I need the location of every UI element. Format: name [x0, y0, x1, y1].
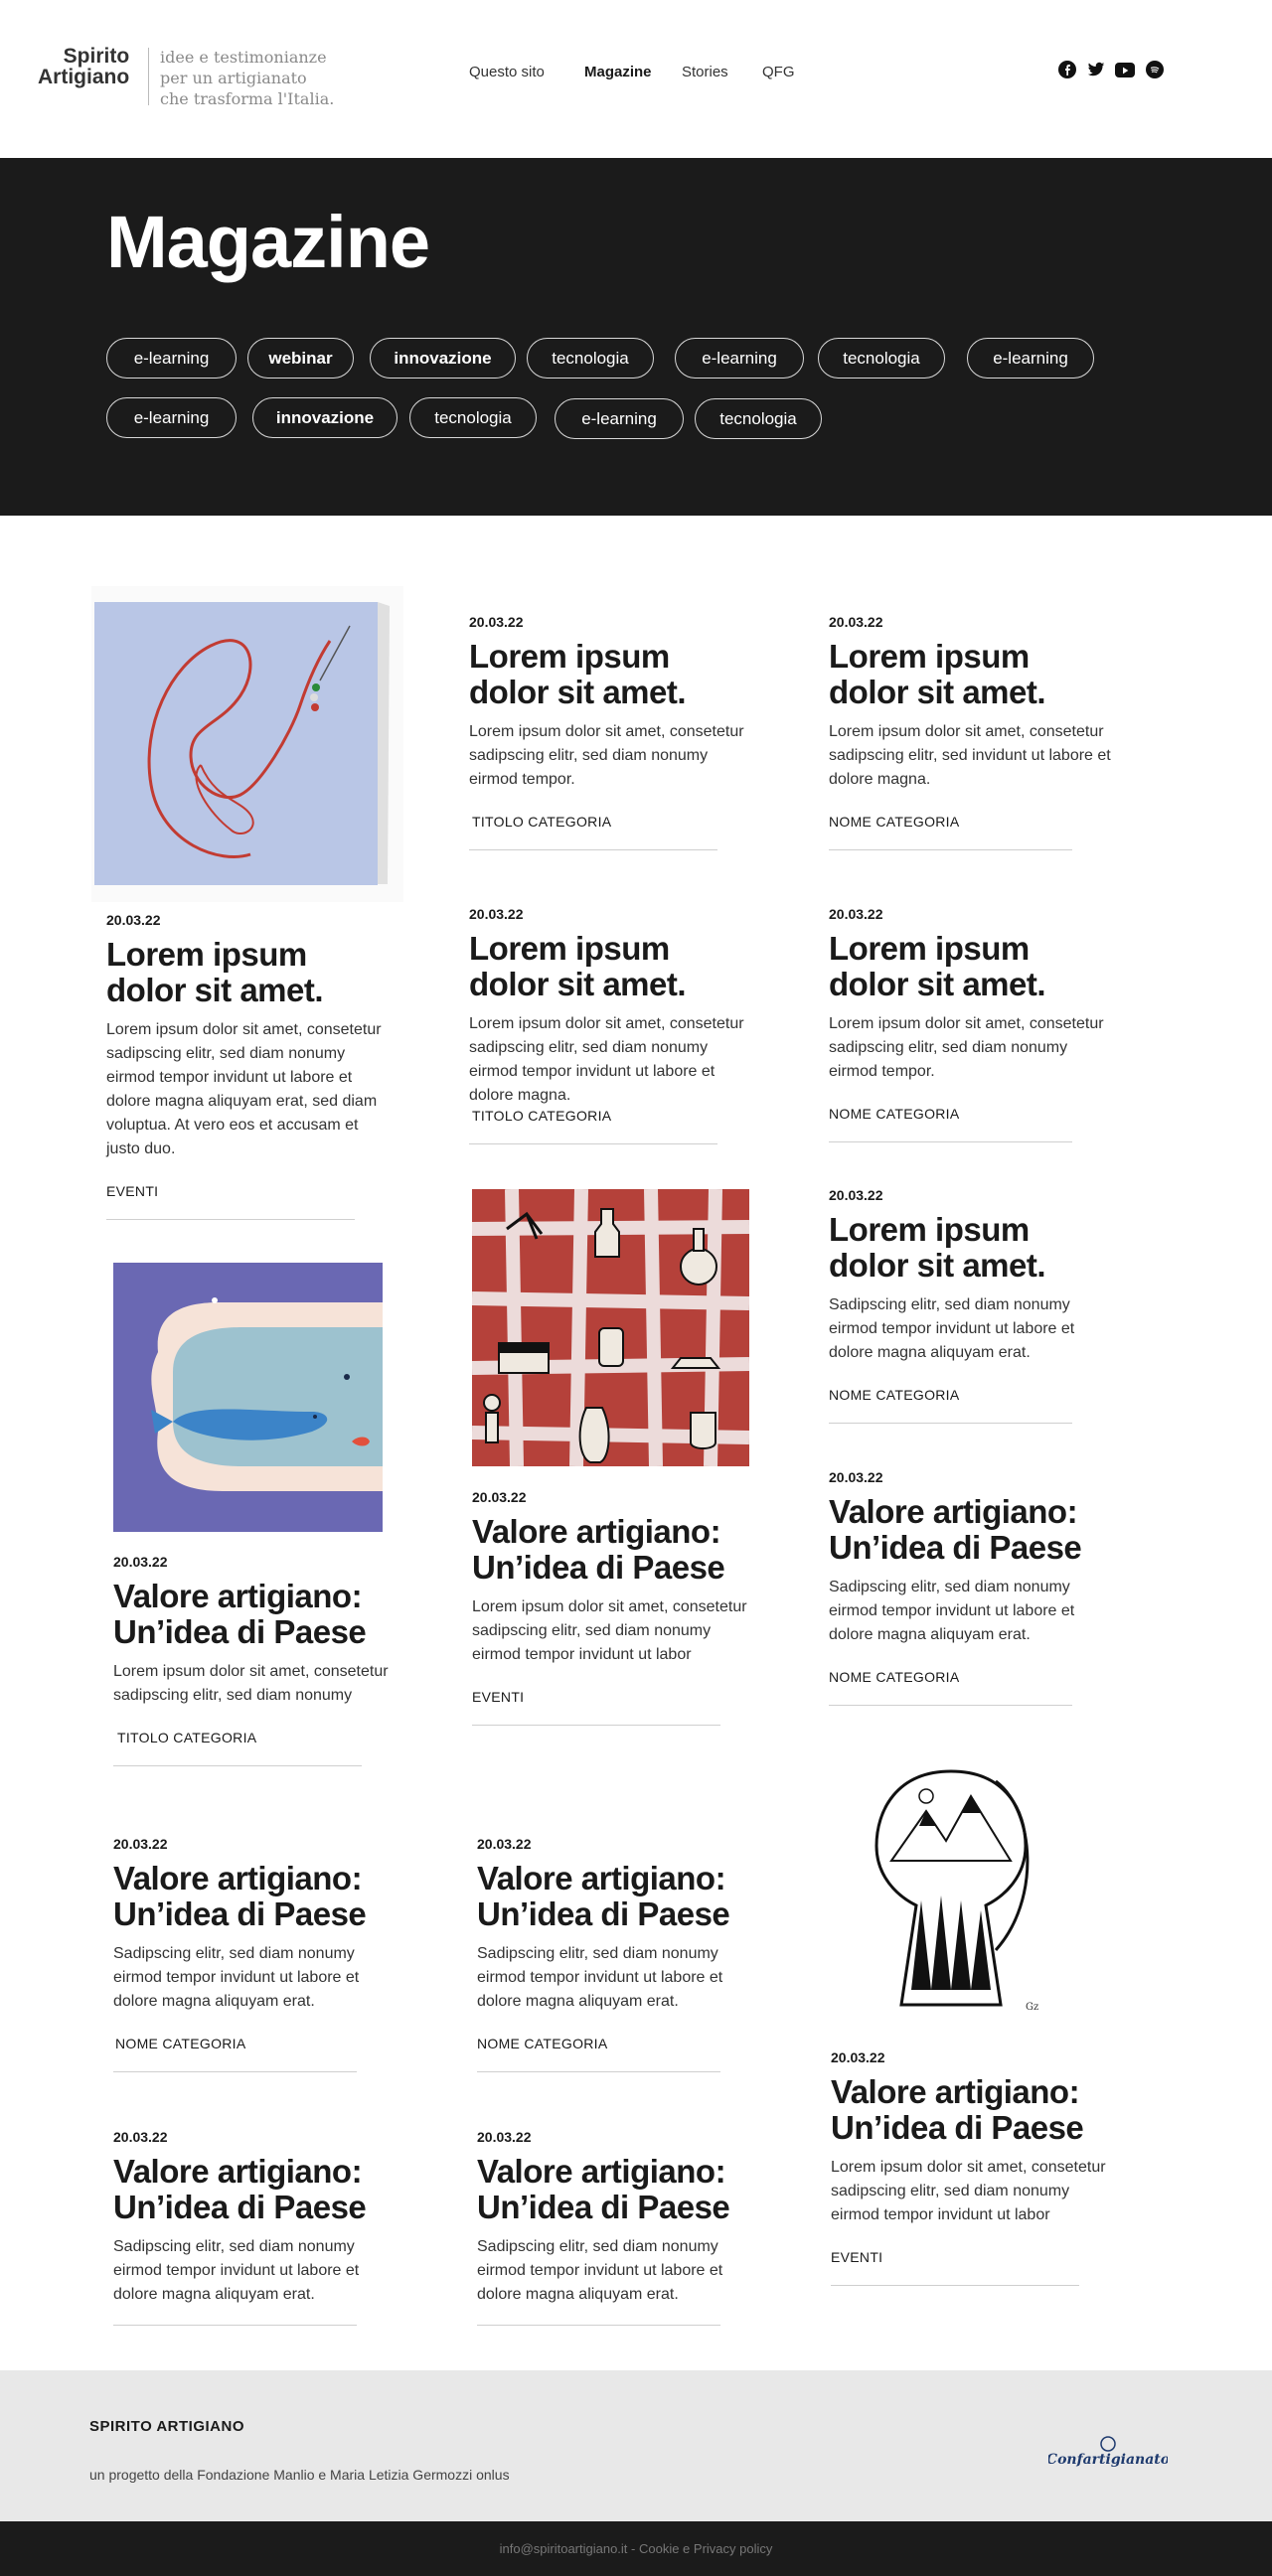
article-image-whale[interactable] [113, 1263, 383, 1532]
site-logo[interactable] [38, 46, 129, 87]
article-excerpt: Lorem ipsum dolor sit amet, consetetur sadipscing elitr, sed diam nonumy eirmod tempor. [469, 723, 744, 788]
article-category[interactable]: EVENTI [106, 1183, 159, 1199]
article-excerpt: Lorem ipsum dolor sit amet, consetetur sadipscing elitr, sed diam nonumy eirmod tempor invidunt ut labore et dolore magna aliquyam erat, sed diam voluptua. At vero eos et accusam et justo duo. [106, 1021, 382, 1157]
partner-logo-text: Confartigianato [1048, 2452, 1168, 2468]
article-date: 20.03.22 [106, 912, 161, 928]
article-date: 20.03.22 [113, 1554, 168, 1570]
article-excerpt: Sadipscing elitr, sed diam nonumy eirmod tempor invidunt ut labore et dolore magna aliquyam erat. [829, 1579, 1075, 1643]
article-image-keyhole[interactable] [832, 1751, 1070, 2020]
tag-e-learning[interactable]: e-learning [106, 338, 237, 379]
tag-tecnologia[interactable]: tecnologia [818, 338, 945, 379]
article-divider [113, 2071, 357, 2072]
article-title[interactable]: Lorem ipsum dolor sit amet. [829, 930, 1046, 1002]
article-excerpt: Sadipscing elitr, sed diam nonumy eirmod tempor invidunt ut labore et dolore magna aliquyam erat. [477, 1945, 723, 2010]
article-excerpt: Lorem ipsum dolor sit amet, consetetur sadipscing elitr, sed invidunt ut labore et dolore magna. [829, 723, 1111, 788]
article-date: 20.03.22 [113, 2129, 168, 2145]
article-date: 20.03.22 [469, 906, 524, 922]
nav-qfg[interactable]: QFG [762, 64, 795, 80]
site-footer [0, 2370, 1272, 2521]
page-title: Magazine [106, 201, 430, 283]
article-title[interactable]: Valore artigiano: Un’idea di Paese [477, 1860, 730, 1932]
article-category[interactable]: TITOLO CATEGORIA [472, 1108, 612, 1124]
tag-tecnologia[interactable]: tecnologia [695, 398, 822, 439]
tag-innovazione[interactable]: innovazione [252, 397, 398, 438]
article-title[interactable]: Lorem ipsum dolor sit amet. [829, 1211, 1046, 1284]
article-excerpt: Sadipscing elitr, sed diam nonumy eirmod tempor invidunt ut labore et dolore magna aliquyam erat. [113, 2238, 360, 2303]
article-category[interactable]: NOME CATEGORIA [829, 1106, 960, 1122]
article-category[interactable]: NOME CATEGORIA [829, 1669, 960, 1685]
article-divider [472, 1725, 720, 1726]
youtube-icon[interactable] [1115, 63, 1135, 77]
article-category[interactable]: TITOLO CATEGORIA [117, 1730, 257, 1745]
article-title[interactable]: Valore artigiano: Un’idea di Paese [831, 2073, 1084, 2146]
article-category[interactable]: NOME CATEGORIA [829, 814, 960, 830]
footer-links[interactable]: info@spiritoartigiano.it - Cookie e Privacy policy [499, 2541, 773, 2556]
tag-webinar[interactable]: webinar [247, 338, 354, 379]
article-card[interactable] [113, 1836, 392, 2072]
svg-text:Gz: Gz [1026, 2002, 1039, 2013]
article-title[interactable]: Valore artigiano: Un’idea di Paese [113, 1860, 367, 1932]
article-divider [113, 1765, 362, 1766]
tagline-line2: per un artigianato [160, 69, 307, 87]
article-divider [477, 2071, 720, 2072]
tag-e-learning[interactable]: e-learning [675, 338, 804, 379]
site-header [0, 0, 1272, 158]
article-excerpt: Sadipscing elitr, sed diam nonumy eirmod tempor invidunt ut labore et dolore magna aliquyam erat. [113, 1945, 360, 2010]
article-card[interactable] [469, 614, 747, 850]
facebook-icon[interactable] [1058, 61, 1076, 78]
article-card[interactable] [477, 1836, 755, 2072]
article-card[interactable] [829, 906, 1117, 1142]
article-excerpt: Lorem ipsum dolor sit amet, consetetur sadipscing elitr, sed diam nonumy eirmod tempor invidunt ut labor [831, 2159, 1106, 2223]
article-category[interactable]: EVENTI [831, 2249, 883, 2265]
article-card[interactable] [106, 912, 385, 1220]
article-title[interactable]: Valore artigiano: Un’idea di Paese [477, 2153, 730, 2225]
article-card[interactable] [469, 906, 747, 1144]
article-category[interactable]: EVENTI [472, 1689, 525, 1705]
article-divider [829, 1141, 1072, 1142]
article-date: 20.03.22 [831, 2049, 885, 2065]
logo-divider [148, 48, 149, 105]
tagline-line1: idee e testimonianze [160, 48, 327, 67]
nav-questo-sito[interactable]: Questo sito [469, 64, 545, 80]
tagline-line3: che trasforma l'Italia. [160, 89, 335, 108]
article-card[interactable] [472, 1489, 750, 1726]
article-card[interactable] [831, 2049, 1119, 2286]
article-title[interactable]: Lorem ipsum dolor sit amet. [829, 638, 1046, 710]
article-divider [831, 2285, 1079, 2286]
confartigianato-logo[interactable] [1048, 2434, 1168, 2476]
spotify-icon[interactable] [1146, 61, 1164, 78]
article-divider [469, 1143, 717, 1144]
article-card[interactable] [829, 614, 1117, 850]
article-card[interactable] [829, 1187, 1117, 1424]
article-divider [829, 1705, 1072, 1706]
article-divider [829, 849, 1072, 850]
footer-subtitle: un progetto della Fondazione Manlio e Maria Letizia Germozzi onlus [89, 2467, 510, 2483]
tag-innovazione[interactable]: innovazione [370, 338, 516, 379]
article-divider [477, 2325, 720, 2326]
article-card[interactable] [113, 1554, 392, 1766]
nav-stories[interactable]: Stories [682, 64, 728, 80]
tag-e-learning[interactable]: e-learning [967, 338, 1094, 379]
tag-tecnologia[interactable]: tecnologia [409, 397, 537, 438]
article-date: 20.03.22 [469, 614, 524, 630]
tagline [160, 47, 334, 109]
tag-e-learning[interactable]: e-learning [555, 398, 684, 439]
article-category[interactable]: NOME CATEGORIA [477, 2036, 608, 2051]
article-divider [113, 2325, 357, 2326]
nav-magazine[interactable]: Magazine [584, 64, 652, 80]
tag-tecnologia[interactable]: tecnologia [527, 338, 654, 379]
article-excerpt: Lorem ipsum dolor sit amet, consetetur sadipscing elitr, sed diam nonumy eirmod tempor invidunt ut labore et dolore magna. [469, 1015, 744, 1104]
article-title[interactable]: Valore artigiano: Un’idea di Paese [113, 2153, 367, 2225]
tag-e-learning[interactable]: e-learning [106, 397, 237, 438]
article-date: 20.03.22 [829, 1187, 883, 1203]
article-divider [469, 849, 717, 850]
article-date: 20.03.22 [477, 1836, 532, 1852]
article-excerpt: Lorem ipsum dolor sit amet, consetetur sadipscing elitr, sed diam nonumy eirmod tempor invidunt ut labor [472, 1598, 747, 1663]
article-date: 20.03.22 [113, 1836, 168, 1852]
logo-line2: Artigiano [38, 66, 130, 88]
bottom-bar [0, 2521, 1272, 2576]
article-card[interactable] [829, 1469, 1117, 1706]
magazine-hero [0, 158, 1272, 516]
article-card[interactable] [113, 2129, 392, 2326]
logo-line1: Spirito [63, 45, 130, 68]
article-title[interactable]: Valore artigiano: Un’idea di Paese [472, 1513, 725, 1586]
article-title[interactable]: Valore artigiano: Un’idea di Paese [829, 1493, 1082, 1566]
twitter-icon[interactable] [1087, 61, 1105, 78]
article-title[interactable]: Lorem ipsum dolor sit amet. [469, 930, 687, 1002]
article-excerpt: Sadipscing elitr, sed diam nonumy eirmod tempor invidunt ut labore et dolore magna aliquyam erat. [477, 2238, 723, 2303]
article-category[interactable]: NOME CATEGORIA [829, 1387, 960, 1403]
article-title[interactable]: Lorem ipsum dolor sit amet. [106, 936, 324, 1008]
article-category[interactable]: TITOLO CATEGORIA [472, 814, 612, 830]
article-category[interactable]: NOME CATEGORIA [115, 2036, 246, 2051]
article-date: 20.03.22 [829, 906, 883, 922]
footer-title: SPIRITO ARTIGIANO [89, 2418, 245, 2435]
article-divider [106, 1219, 355, 1220]
article-date: 20.03.22 [472, 1489, 527, 1505]
article-divider [829, 1423, 1072, 1424]
article-title[interactable]: Valore artigiano: Un’idea di Paese [113, 1578, 367, 1650]
article-date: 20.03.22 [477, 2129, 532, 2145]
article-excerpt: Lorem ipsum dolor sit amet, consetetur sadipscing elitr, sed diam nonumy eirmod tempor. [829, 1015, 1104, 1080]
article-excerpt: Lorem ipsum dolor sit amet, consetetur sadipscing elitr, sed diam nonumy [113, 1663, 389, 1704]
article-image-red-line-art[interactable] [91, 586, 403, 902]
article-title[interactable]: Lorem ipsum dolor sit amet. [469, 638, 687, 710]
article-date: 20.03.22 [829, 1469, 883, 1485]
article-card[interactable] [477, 2129, 755, 2326]
article-image-objects-grid[interactable] [472, 1189, 749, 1466]
article-date: 20.03.22 [829, 614, 883, 630]
article-excerpt: Sadipscing elitr, sed diam nonumy eirmod tempor invidunt ut labore et dolore magna aliquyam erat. [829, 1296, 1075, 1361]
